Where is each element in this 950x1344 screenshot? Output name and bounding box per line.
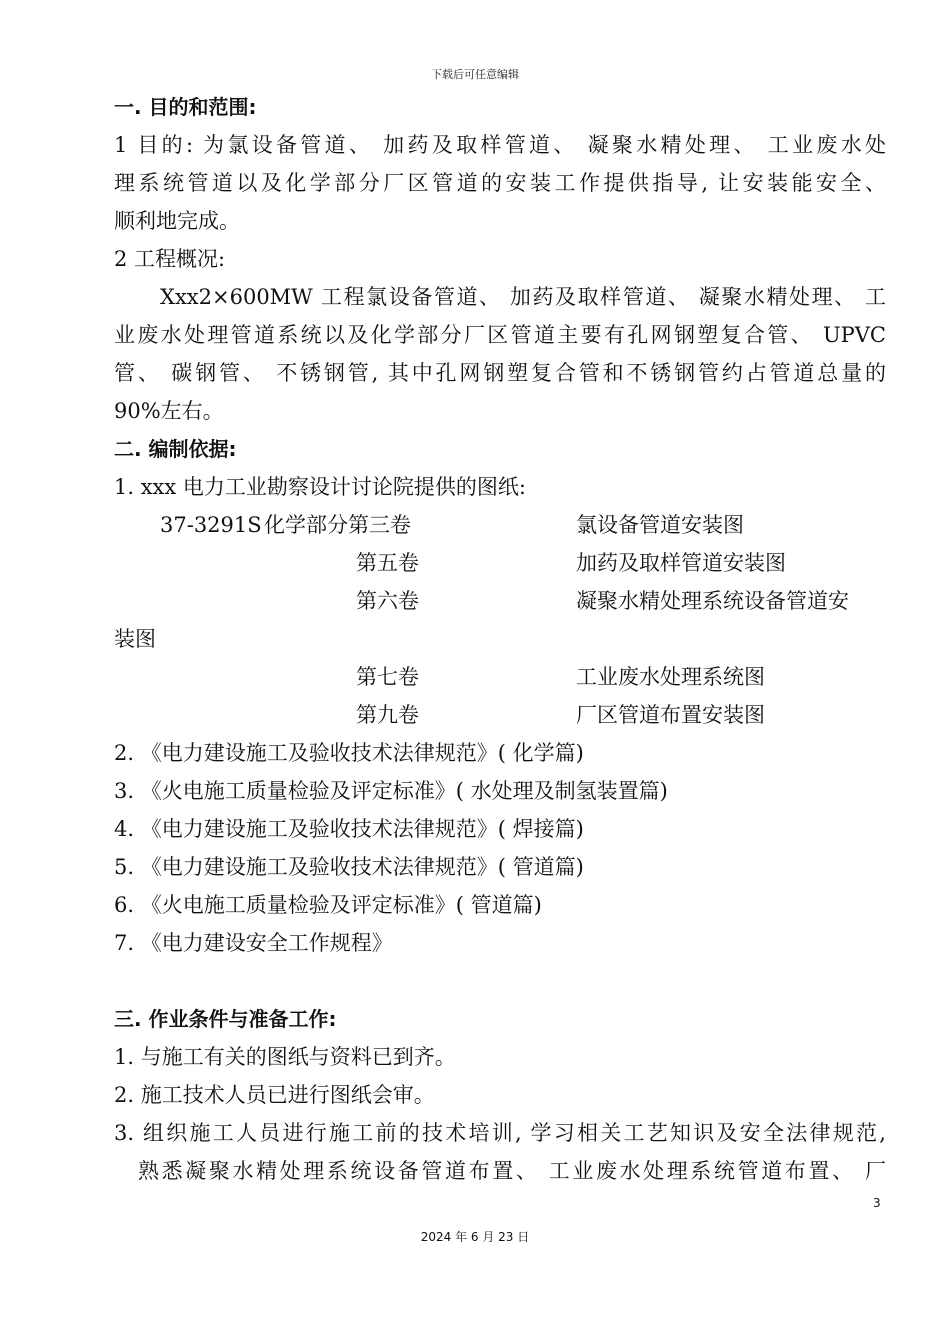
drawing-title: 氯设备管道安装图 bbox=[576, 513, 744, 537]
section-1-title: 一. 目的和范围: bbox=[114, 95, 257, 119]
drawing-volume: 第七卷 bbox=[356, 665, 419, 689]
list-item: 7. 《电力建设安全工作规程》 bbox=[114, 931, 393, 955]
paragraph-line: 业废水处理管道系统以及化学部分厂区管道主要有孔网钢塑复合管、 UPVC bbox=[114, 323, 886, 347]
list-item: 2. 《电力建设施工及验收技术法律规范》( 化学篇) bbox=[114, 741, 584, 765]
drawing-volume: 化学部分第三卷 bbox=[264, 513, 411, 537]
drawing-title: 凝聚水精处理系统设备管道安 bbox=[576, 589, 849, 613]
list-item: 6. 《火电施工质量检验及评定标准》( 管道篇) bbox=[114, 893, 542, 917]
drawing-row bbox=[114, 658, 886, 696]
drawing-title: 加药及取样管道安装图 bbox=[576, 551, 786, 575]
drawing-row bbox=[114, 544, 886, 582]
list-item: 3. 《火电施工质量检验及评定标准》( 水处理及制氢装置篇) bbox=[114, 779, 668, 803]
page-number: 3 bbox=[873, 1196, 881, 1210]
paragraph-line: 管、 碳钢管、 不锈钢管, 其中孔网钢塑复合管和不锈钢管约占管道总量的 bbox=[114, 361, 886, 385]
drawing-title: 厂区管道布置安装图 bbox=[576, 703, 765, 727]
paragraph-line: 理系统管道以及化学部分厂区管道的安装工作提供指导, 让安装能安全、 bbox=[114, 171, 886, 195]
list-item: 3. 组织施工人员进行施工前的技术培训, 学习相关工艺知识及安全法律规范, bbox=[114, 1121, 886, 1145]
drawing-volume: 第六卷 bbox=[356, 589, 419, 613]
paragraph-line: Xxx2×600MW 工程氯设备管道、 加药及取样管道、 凝聚水精处理、 工 bbox=[160, 285, 886, 309]
drawing-volume: 第五卷 bbox=[356, 551, 419, 575]
list-item: 2. 施工技术人员已进行图纸会审。 bbox=[114, 1083, 435, 1107]
drawing-row bbox=[114, 696, 886, 734]
drawing-title: 工业废水处理系统图 bbox=[576, 665, 765, 689]
list-item: 1. xxx 电力工业勘察设计讨论院提供的图纸: bbox=[114, 475, 526, 499]
paragraph-line: 顺利地完成。 bbox=[114, 209, 240, 233]
section-3-title: 三. 作业条件与准备工作: bbox=[114, 1007, 337, 1031]
paragraph-line: 90%左右。 bbox=[114, 399, 224, 423]
document-body bbox=[114, 88, 886, 1190]
paragraph-line: 1 目的: 为氯设备管道、 加药及取样管道、 凝聚水精处理、 工业废水处 bbox=[114, 133, 886, 157]
page-footer-date: 2024 年 6 月 23 日 bbox=[420, 1230, 530, 1244]
drawing-row bbox=[114, 506, 886, 544]
list-item-continuation: 熟悉凝聚水精处理系统设备管道布置、 工业废水处理系统管道布置、 厂 bbox=[138, 1159, 886, 1183]
subsection-title: 2 工程概况: bbox=[114, 247, 226, 271]
list-item: 1. 与施工有关的图纸与资料已到齐。 bbox=[114, 1045, 456, 1069]
section-2-title: 二. 编制依据: bbox=[114, 437, 237, 461]
page-header: 下载后可任意编辑 bbox=[431, 68, 519, 81]
wrapped-text: 装图 bbox=[114, 627, 156, 651]
drawing-row bbox=[114, 582, 886, 620]
drawing-code: 37-3291S bbox=[160, 513, 262, 537]
list-item: 4. 《电力建设施工及验收技术法律规范》( 焊接篇) bbox=[114, 817, 584, 841]
list-item: 5. 《电力建设施工及验收技术法律规范》( 管道篇) bbox=[114, 855, 584, 879]
drawing-volume: 第九卷 bbox=[356, 703, 419, 727]
